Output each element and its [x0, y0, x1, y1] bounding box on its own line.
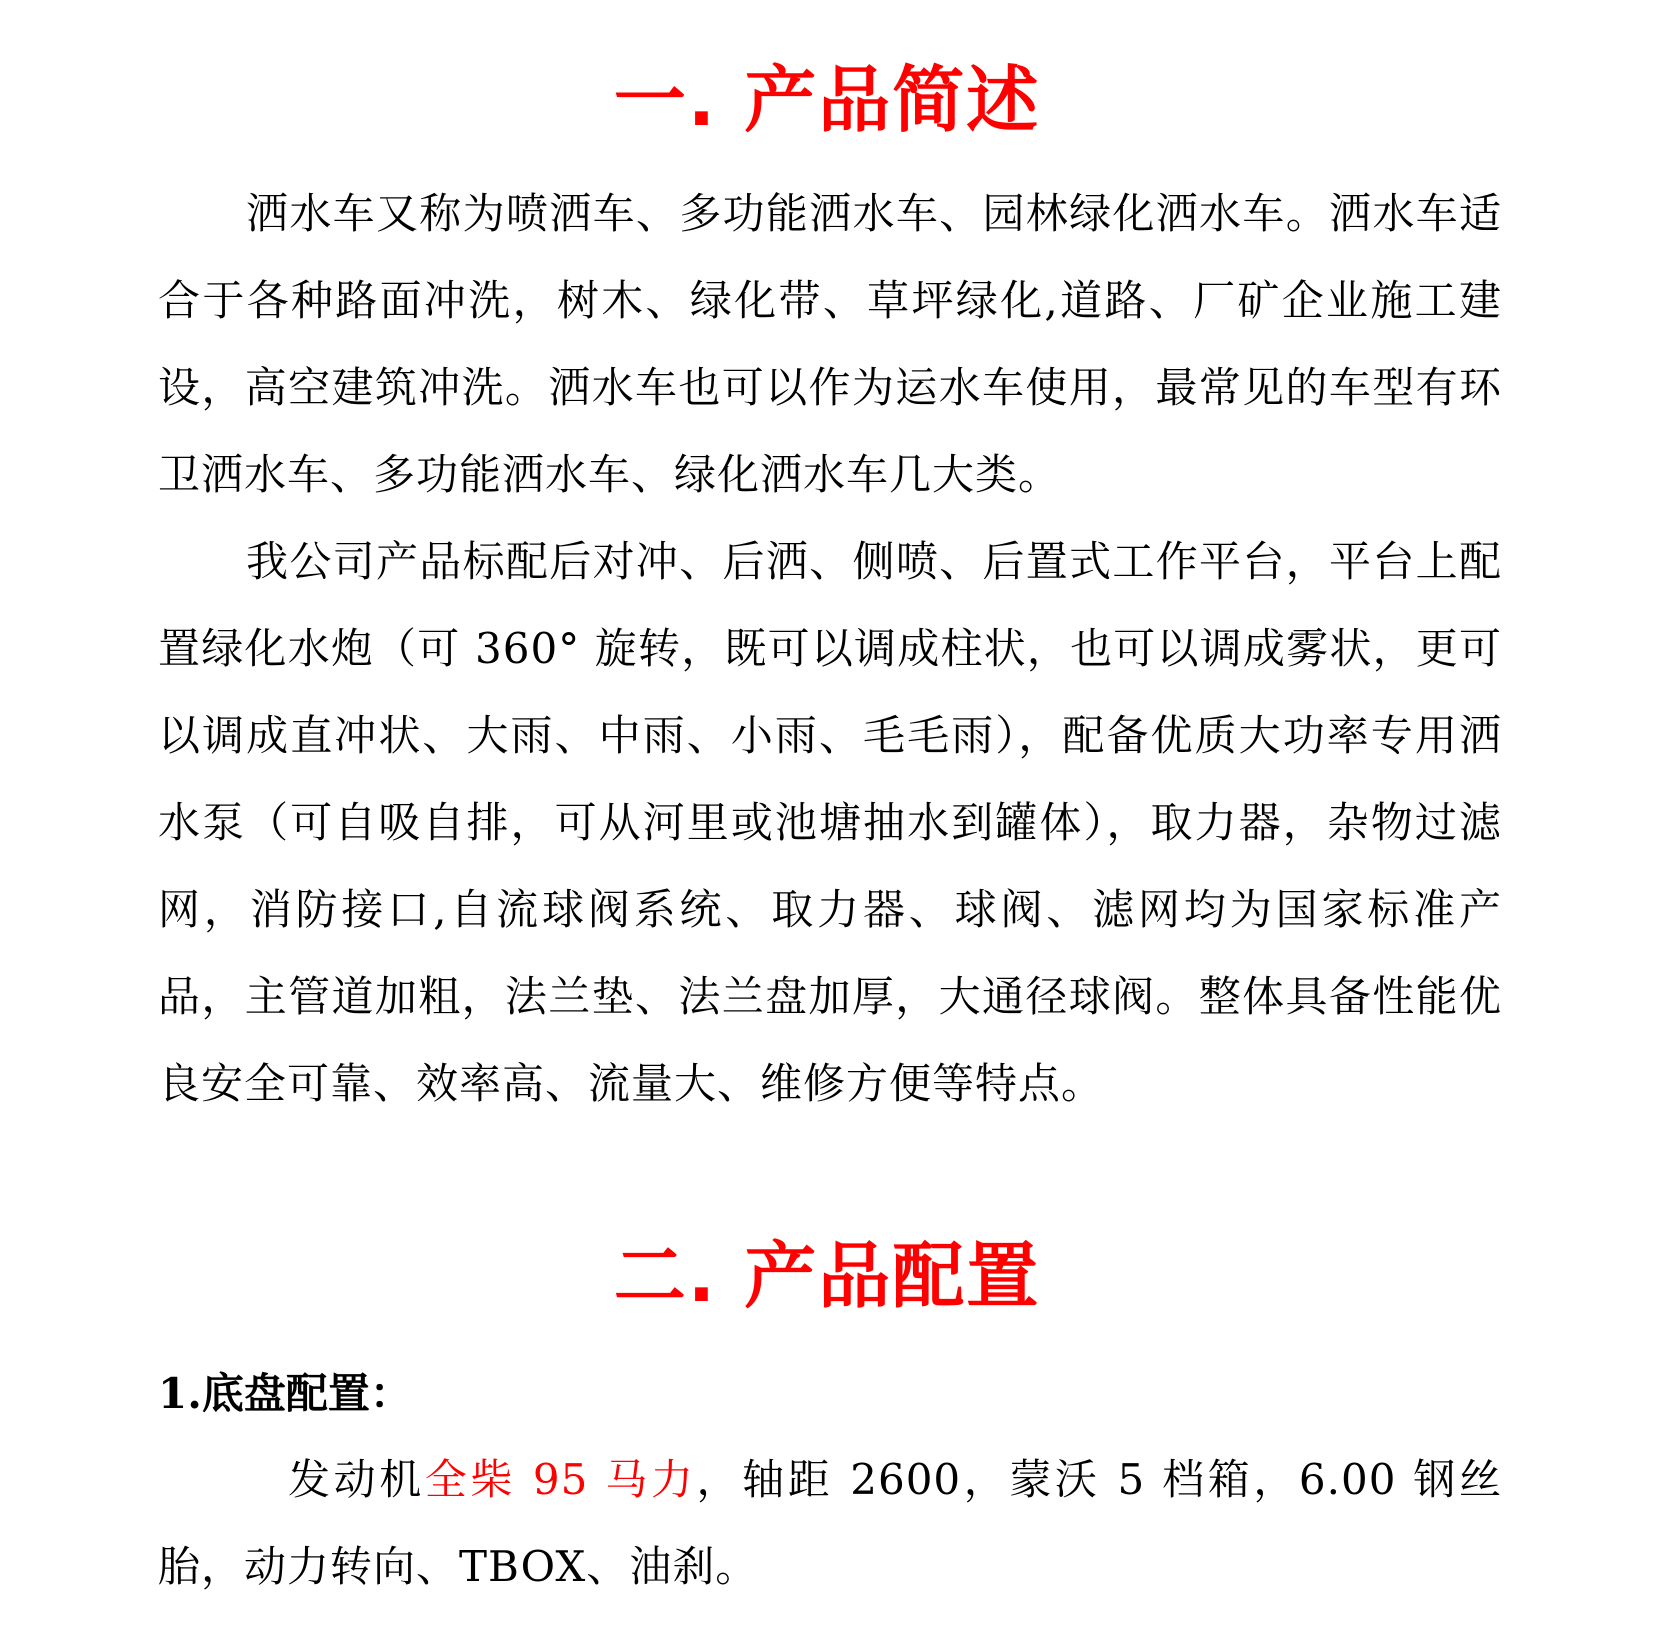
- chassis-text-engine-label: 发动机: [288, 1455, 425, 1504]
- chassis-text-details: ，轴距 2600，蒙沃 5 档箱，6.00 钢丝胎，动力转向、TBOX、油刹。: [158, 1455, 1502, 1591]
- chassis-engine-highlight: 全柴 95 马力: [424, 1455, 697, 1504]
- chassis-config-heading: 1.底盘配置：: [158, 1369, 412, 1418]
- section-title-product-overview: 一. 产品简述: [613, 58, 1041, 142]
- overview-paragraph-1: 洒水车又称为喷洒车、多功能洒水车、园林绿化洒水车。洒水车适合于各种路面冲洗，树木、绿化带、草坪绿化,道路、厂矿企业施工建设，高空建筑冲洗。洒水车也可以作为运水车使用，最常见的车型有环卫洒水车、多功能洒水车、绿化洒水车几大类。: [158, 189, 1502, 499]
- chassis-config-paragraph: [158, 1436, 1502, 1610]
- overview-paragraph-2: 我公司产品标配后对冲、后洒、侧喷、后置式工作平台，平台上配置绿化水炮（可 360° 旋转，既可以调成柱状，也可以调成雾状，更可以调成直冲状、大雨、中雨、小雨、毛毛雨），配备优质大功率专用洒水泵（可自吸自排，可从河里或池塘抽水到罐体），取力器，杂物过滤网，消防接口,自流球阀系统、取力器、球阀、滤网均为国家标准产品，主管道加粗，法兰垫、法兰盘加厚，大通径球阀。整体具备性能优良安全可靠、效率高、流量大、维修方便等特点。: [158, 537, 1502, 1108]
- section-title-product-configuration: 二. 产品配置: [613, 1234, 1041, 1318]
